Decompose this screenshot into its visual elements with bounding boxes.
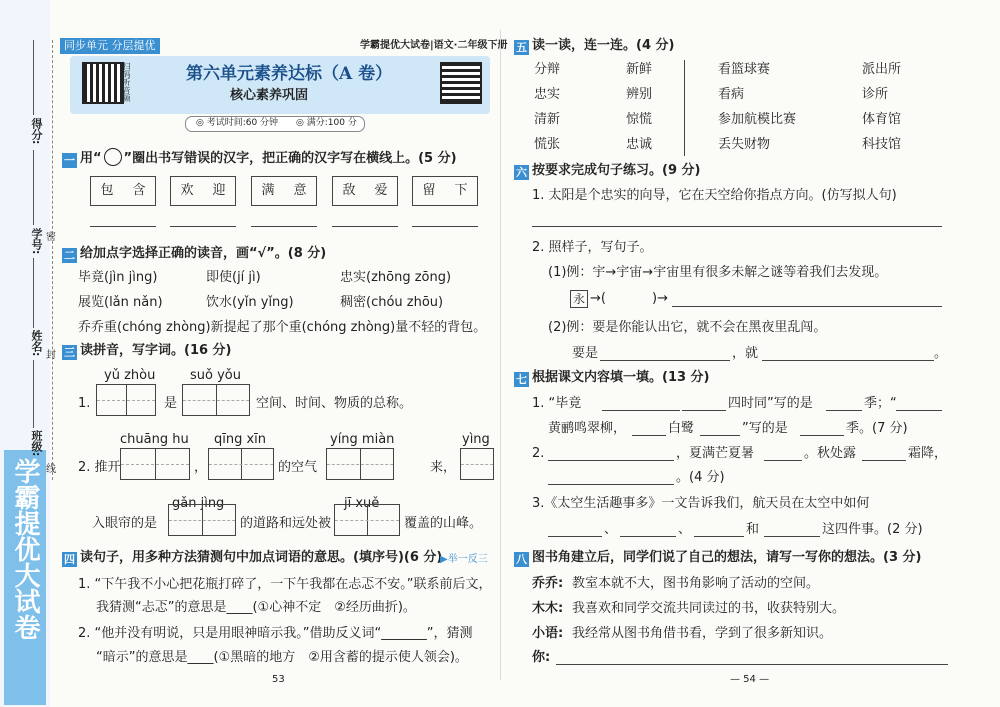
section-1-number: 一 [64, 154, 75, 167]
answer-line-4[interactable] [332, 226, 398, 227]
q7-2-e: 。(4 分) [676, 470, 725, 485]
s5-q: 读一读，连一连。(4 分) [532, 38, 675, 53]
q7-3-blank-2[interactable] [620, 536, 676, 537]
section-4-tip: ▶举一反三 [440, 554, 488, 565]
q4-2-line-2[interactable]: “暗示”的意思是____(①黑暗的地方 ②用含蓄的提示使人领会)。 [96, 650, 468, 665]
cut-mark-1: 密 [46, 232, 56, 243]
pinyin-item-5[interactable]: 饮水(yǐn yǐng) [206, 295, 294, 310]
section-3-number: 三 [64, 346, 75, 359]
match-col4-4[interactable]: 科技馆 [862, 137, 902, 152]
speaker-mumu: 木木: [532, 601, 564, 616]
match-col2-4[interactable]: 忠诚 [626, 137, 653, 152]
section-3-question [62, 343, 232, 360]
side-line-4 [33, 360, 34, 428]
section-8-question [514, 550, 921, 567]
side-line-1 [33, 40, 34, 115]
q6-1-answer-line[interactable] [532, 226, 942, 227]
answer-line-3[interactable] [251, 226, 317, 227]
match-col1-3[interactable]: 清新 [534, 112, 561, 127]
side-line-2 [33, 150, 34, 225]
q3-3-text-a: 入眼帘的是 [92, 516, 158, 531]
s2-q: 给加点字选择正确的读音，画“√”。(8 分) [80, 246, 327, 261]
q7-1-blank-5[interactable] [632, 435, 666, 436]
test-info: ◎ 考试时间:60 分钟 ◎ 满分:100 分 [196, 118, 357, 128]
s3-q: 读拼音，写字词。(16 分) [80, 343, 232, 358]
q6-2-2-jiu: ，就 [732, 346, 759, 361]
s7-q: 根据课文内容填一填。(13 分) [532, 370, 710, 385]
match-col3-2[interactable]: 看病 [718, 87, 745, 102]
test-subtitle: 核心素养巩固 [230, 88, 309, 103]
id-label: 学号: [30, 228, 43, 255]
q3-2-text-b: 的空气 [278, 460, 318, 475]
q7-1-b: 四时同”写的是 [728, 396, 813, 411]
word-box-3 [251, 176, 317, 206]
char-grid-yingmian[interactable] [326, 448, 394, 480]
word-3-char-2: 意 [293, 183, 307, 198]
q6-2-1-example: (1)例：宇→宇宙→宇宙里有很多未解之谜等着我们去发现。 [548, 265, 888, 280]
cut-mark-2: 封 [46, 350, 56, 361]
section-4-question [62, 550, 442, 567]
cut-mark-3: 线 [46, 464, 56, 475]
pinyin-item-1[interactable]: 毕竟(jìn jìng) [78, 270, 158, 285]
q3-1-label: 1. [78, 396, 91, 411]
side-line-3 [33, 258, 34, 328]
q4-2-line-1: 2. “他并没有明说，只是用眼神暗示我。”借助反义词“_______”，猜测 [78, 626, 473, 641]
s1-q-part2: ”圈出书写错误的汉字，把正确的汉字写在横线上。(5 分) [123, 151, 457, 166]
q3-2-text-c: 来， [430, 460, 457, 475]
your-opinion-line[interactable] [556, 664, 948, 665]
word-5-char-1: 留 [422, 183, 436, 198]
char-grid-suoyou[interactable] [182, 384, 250, 416]
q7-2-blank-4[interactable] [548, 484, 674, 485]
class-label: 班级: [30, 430, 43, 457]
speaker-you: 你: [532, 650, 551, 665]
word-1-char-2: 含 [132, 183, 146, 198]
cut-line [52, 40, 53, 480]
s8-q: 图书角建立后，同学们说了自己的想法，请写一写你的想法。(3 分) [532, 550, 922, 565]
char-grid-yuzhou[interactable] [96, 384, 156, 416]
pinyin-yingmian: yíng miàn [330, 432, 395, 447]
match-col2-3[interactable]: 惊慌 [626, 112, 653, 127]
speaker-xiaoyu: 小语: [532, 626, 564, 641]
q3-1-text-b: 空间、时间、物质的总称。 [256, 396, 413, 411]
pinyin-item-2[interactable]: 即使(jí jì) [206, 270, 261, 285]
char-grid-ying[interactable] [460, 448, 494, 480]
page-number-left: 53 [272, 674, 285, 685]
q7-1-f: ”写的是 [742, 421, 788, 436]
q6-1: 1. 太阳是个忠实的向导，它在天空给你指点方向。(仿写拟人句) [532, 188, 897, 203]
pinyin-jixue: jī xuě [344, 496, 380, 511]
word-4-char-1: 敌 [342, 183, 356, 198]
q7-2-blank-1[interactable] [548, 460, 674, 461]
speaker-qiaoqiao: 乔乔: [532, 576, 564, 591]
match-col1-1[interactable]: 分辩 [534, 62, 561, 77]
yong-box [570, 290, 588, 308]
match-col1-4[interactable]: 慌张 [534, 137, 561, 152]
arrow-open: →( [590, 291, 606, 306]
section-8-number: 八 [516, 553, 527, 566]
s1-q-part1: 用“ [80, 151, 102, 166]
char-grid-ganjing[interactable] [168, 504, 236, 536]
q6-2-2-period: 。 [934, 346, 948, 361]
q7-2-c: 。秋处露 [804, 446, 857, 461]
header-tag: 同步单元 分层提优 [64, 39, 156, 52]
q7-3-a: 3.《太空生活趣事多》一文告诉我们，航天员在太空中如何 [532, 496, 870, 511]
page-number-right: — 54 — [730, 674, 770, 685]
pinyin-sentence[interactable]: 乔乔重(chóng zhòng)新提起了那个重(chóng zhòng)量不轻的背包。 [78, 320, 487, 335]
page-divider [500, 30, 501, 680]
q3-2-comma: ， [194, 460, 208, 475]
q4-1-line-2[interactable]: 我猜测“忐忑”的意思是____(①心神不定 ②经历曲折)。 [96, 600, 416, 615]
match-col4-3[interactable]: 体育馆 [862, 112, 902, 127]
pinyin-suoyou: suǒ yǒu [190, 368, 241, 383]
char-grid-jixue[interactable] [334, 504, 400, 536]
q7-1-blank-3[interactable] [826, 410, 862, 411]
qr-label: 扫码听音频 [122, 62, 131, 102]
header-series: 学霸提优大试卷|语文·二年级下册 [360, 40, 508, 51]
answer-line-1[interactable] [90, 226, 156, 227]
name-label: 姓名: [30, 330, 43, 357]
s4-q: 读句子，用多种方法猜测句中加点词语的意思。(填序号)(6 分) [80, 550, 443, 565]
q7-2-a: 2. [532, 446, 545, 461]
q7-2-blank-2[interactable] [764, 460, 802, 461]
match-col4-1[interactable]: 派出所 [862, 62, 902, 77]
arrow-close: )→ [652, 291, 668, 306]
q7-1-c: 季；“ [864, 396, 897, 411]
word-1-char-1: 包 [100, 183, 114, 198]
match-divider [684, 60, 685, 156]
pinyin-qingxin: qīng xīn [214, 432, 267, 447]
section-5-number: 五 [516, 41, 527, 54]
word-3-char-1: 满 [261, 183, 275, 198]
pinyin-item-3[interactable]: 忠实(zhōng zōng) [340, 270, 452, 285]
section-1-question [62, 148, 457, 168]
opinion-xiaoyu: 我经常从图书角借书看，学到了很多新知识。 [572, 626, 833, 641]
match-col2-1[interactable]: 新鲜 [626, 62, 653, 77]
q7-1-blank-7[interactable] [800, 435, 844, 436]
word-box-1 [90, 176, 156, 206]
answer-line-2[interactable] [170, 226, 236, 227]
section-7-question [514, 370, 710, 387]
q6-2-2-blank-1[interactable] [600, 360, 730, 361]
opinion-mumu: 我喜欢和同学交流共同读过的书，收获特别大。 [572, 601, 846, 616]
q6-2: 2. 照样子，写句子。 [532, 240, 653, 255]
yong-char: 永 [572, 292, 585, 306]
word-box-4 [332, 176, 398, 206]
q3-3-text-c: 覆盖的山峰。 [404, 516, 483, 531]
q7-1-blank-1[interactable] [602, 410, 680, 411]
q7-1-g: 季。(7 分) [846, 421, 908, 436]
q3-2-label: 2. 推开 [78, 460, 121, 475]
pinyin-yuzhou: yǔ zhòu [104, 368, 156, 383]
test-title: 第六单元素养达标（A 卷） [186, 64, 393, 84]
circle-icon [104, 148, 122, 166]
pinyin-ying: yìng [462, 432, 490, 447]
section-5-question [514, 38, 674, 55]
match-col4-2[interactable]: 诊所 [862, 87, 889, 102]
pinyin-item-4[interactable]: 展览(lǎn nǎn) [78, 295, 163, 310]
q3-1-text-a: 是 [164, 396, 178, 411]
word-2-char-1: 欢 [180, 183, 194, 198]
score-label: 得分: [30, 118, 43, 145]
section-6-number: 六 [516, 166, 527, 179]
q7-1-e: 白鹭 [668, 421, 695, 436]
word-box-2 [170, 176, 236, 206]
section-7-number: 七 [516, 373, 527, 386]
q7-3-blank-3[interactable] [694, 536, 744, 537]
match-col3-1[interactable]: 看篮球赛 [718, 62, 771, 77]
q3-3-text-b: 的道路和远处被 [240, 516, 332, 531]
q7-1-blank-2[interactable] [682, 410, 726, 411]
qr-code-right [440, 62, 482, 104]
word-2-char-2: 迎 [212, 183, 226, 198]
pinyin-chuanghu: chuāng hu [120, 432, 189, 447]
q7-2-blank-3[interactable] [862, 460, 906, 461]
answer-line-5[interactable] [412, 226, 478, 227]
brand-text: 学霸提优大试卷 [10, 458, 40, 640]
q6-2-2-yaoshi: 要是 [572, 346, 599, 361]
q7-3-e: 这四件事。(2 分) [822, 522, 923, 537]
q4-1-line-1: 1. “下午我不小心把花瓶打碎了，一下午我都在忐忑不安。”联系前后文， [78, 577, 492, 592]
q6-2-1-answer-line[interactable] [672, 306, 942, 307]
q7-1-blank-6[interactable] [700, 435, 740, 436]
match-col1-2[interactable]: 忠实 [534, 87, 561, 102]
match-col3-4[interactable]: 丢失财物 [718, 137, 771, 152]
char-grid-qingxin[interactable] [208, 448, 274, 480]
section-2-question [62, 246, 326, 263]
match-col3-3[interactable]: 参加航模比赛 [718, 112, 797, 127]
match-col2-2[interactable]: 辨别 [626, 87, 653, 102]
pinyin-ganjing: gǎn jìng [172, 496, 225, 511]
q7-3-blank-4[interactable] [764, 536, 820, 537]
section-6-question [514, 163, 700, 180]
s6-q: 按要求完成句子练习。(9 分) [532, 163, 701, 178]
q7-1-blank-4[interactable] [896, 410, 942, 411]
q7-1-a: 1. “毕竟 [532, 396, 582, 411]
word-box-5 [412, 176, 478, 206]
qr-code-left [82, 62, 124, 104]
q6-2-2-example: (2)例：要是你能认出它，就不会在黑夜里乱闯。 [548, 320, 827, 335]
q7-2-d: 霜降， [908, 446, 948, 461]
q7-3-c: 、 [678, 522, 692, 537]
word-5-char-2: 下 [454, 183, 468, 198]
char-grid-chuanghu[interactable] [120, 448, 190, 480]
section-4-number: 四 [64, 553, 75, 566]
q7-3-b: 、 [604, 522, 618, 537]
pinyin-item-6[interactable]: 稠密(chóu zhōu) [340, 295, 444, 310]
q7-2-b: ，夏满芒夏暑 [676, 446, 755, 461]
opinion-qiaoqiao: 教室本就不大，图书角影响了活动的空间。 [572, 576, 820, 591]
q7-1-d: 黄鹂鸣翠柳， [548, 421, 627, 436]
q7-3-blank-1[interactable] [548, 536, 602, 537]
word-4-char-2: 爱 [374, 183, 388, 198]
q7-3-d: 和 [746, 522, 760, 537]
q6-2-2-blank-2[interactable] [762, 360, 934, 361]
section-2-number: 二 [64, 249, 75, 262]
